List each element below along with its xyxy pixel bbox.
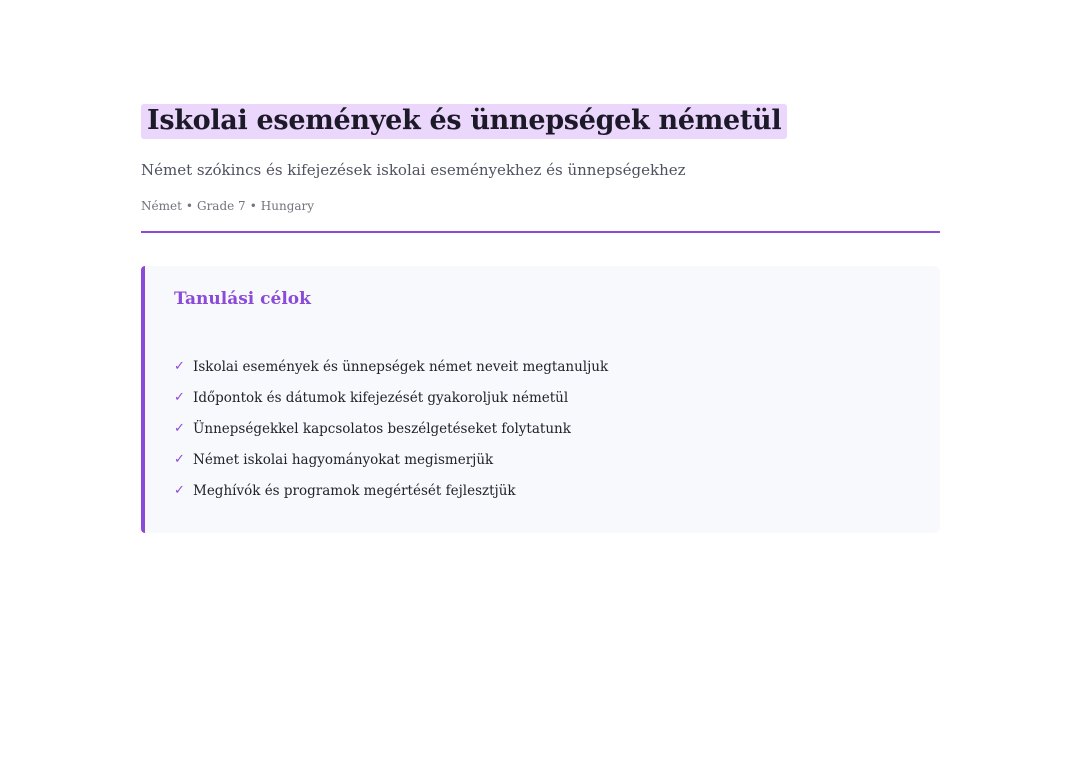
page-title: Iskolai események és ünnepségek németül xyxy=(141,104,787,139)
learning-objectives-card xyxy=(141,266,940,533)
objectives-list xyxy=(174,351,910,506)
objective-text: Német iskolai hagyományokat megismerjük xyxy=(193,451,494,468)
objective-item xyxy=(174,382,910,413)
header-divider xyxy=(141,231,940,233)
objective-text: Időpontok és dátumok kifejezését gyakoroljuk németül xyxy=(193,389,569,406)
check-icon: ✓ xyxy=(174,359,185,374)
worksheet-page xyxy=(141,104,940,533)
meta-grade: Grade 7 xyxy=(196,199,246,213)
meta-country: Hungary xyxy=(260,199,315,213)
page-subtitle: Német szókincs és kifejezések iskolai eseményekhez és ünnepségekhez xyxy=(141,161,686,179)
objective-item xyxy=(174,413,910,444)
meta-subject: Német xyxy=(141,199,182,213)
check-icon: ✓ xyxy=(174,390,185,405)
meta-line xyxy=(141,198,940,214)
meta-separator: • xyxy=(185,199,193,213)
objective-text: Ünnepségekkel kapcsolatos beszélgetéseket folytatunk xyxy=(193,420,571,437)
objectives-title: Tanulási célok xyxy=(174,289,311,309)
check-icon: ✓ xyxy=(174,452,185,467)
objective-item xyxy=(174,351,910,382)
check-icon: ✓ xyxy=(174,483,185,498)
objective-item xyxy=(174,475,910,506)
meta-separator: • xyxy=(249,199,257,213)
objective-text: Meghívók és programok megértését fejlesztjük xyxy=(193,482,516,499)
objective-item xyxy=(174,444,910,475)
objective-text: Iskolai események és ünnepségek német neveit megtanuljuk xyxy=(193,358,609,375)
check-icon: ✓ xyxy=(174,421,185,436)
